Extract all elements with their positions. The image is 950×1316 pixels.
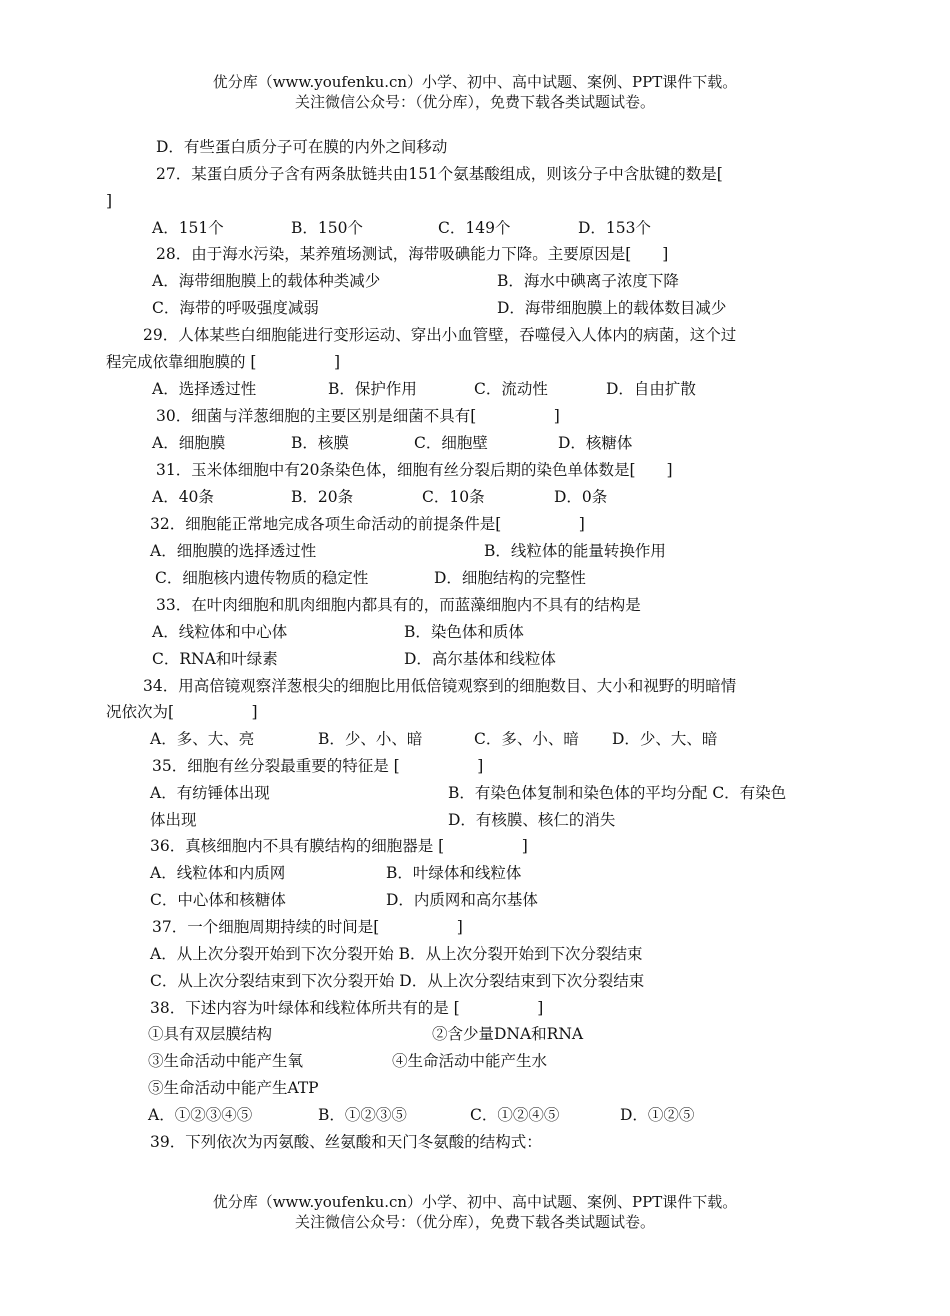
option-30a: A．细胞膜 — [152, 434, 226, 452]
option-38b: B．①②③⑤ — [318, 1106, 407, 1124]
question-34-cont: 况依次为[ ] — [106, 703, 258, 721]
question-29-cont: 程完成依靠细胞膜的 [ ] — [106, 353, 341, 371]
option-32b: B．线粒体的能量转换作用 — [484, 542, 666, 560]
option-33d: D．高尔基体和线粒体 — [404, 650, 556, 668]
option-36c: C．中心体和核糖体 — [150, 891, 286, 909]
option-29c: C．流动性 — [474, 380, 548, 398]
question-34: 34．用高倍镜观察洋葱根尖的细胞比用低倍镜观察到的细胞数目、大小和视野的明暗情 — [143, 677, 737, 695]
option-28b: B．海水中碘离子浓度下降 — [497, 272, 679, 290]
option-34c: C．多、小、暗 — [474, 730, 579, 748]
option-33b: B．染色体和质体 — [404, 623, 524, 641]
option-31c: C．10条 — [422, 488, 485, 506]
option-26d: D．有些蛋白质分子可在膜的内外之间移动 — [156, 138, 448, 156]
option-27c: C．149个 — [438, 219, 511, 237]
question-35: 35．细胞有丝分裂最重要的特征是 [ ] — [152, 757, 484, 775]
option-35c-cont: 体出现 — [150, 811, 197, 829]
option-38c: C．①②④⑤ — [470, 1106, 560, 1124]
options-37cd: C．从上次分裂结束到下次分裂开始 D．从上次分裂结束到下次分裂结束 — [150, 972, 645, 990]
option-28a: A．海带细胞膜上的载体种类减少 — [152, 272, 381, 290]
option-36a: A．线粒体和内质网 — [150, 864, 286, 882]
option-27b: B．150个 — [291, 219, 363, 237]
question-38: 38．下述内容为叶绿体和线粒体所共有的是 [ ] — [150, 999, 544, 1017]
footer-line-2: 关注微信公众号：（优分库），免费下载各类试题试卷。 — [294, 1213, 655, 1231]
option-38a: A．①②③④⑤ — [148, 1106, 253, 1124]
question-28: 28．由于海水污染，某养殖场测试，海带吸碘能力下降。主要原因是[ ] — [156, 245, 669, 263]
option-33a: A．线粒体和中心体 — [152, 623, 288, 641]
option-36b: B．叶绿体和线粒体 — [386, 864, 522, 882]
option-32a: A．细胞膜的选择透过性 — [150, 542, 317, 560]
option-29d: D．自由扩散 — [606, 380, 696, 398]
option-27d: D．153个 — [578, 219, 652, 237]
option-35b: B．有染色体复制和染色体的平均分配 C．有染色 — [448, 784, 787, 802]
statement-38-1: ①具有双层膜结构 — [148, 1025, 273, 1043]
question-29: 29．人体某些白细胞能进行变形运动、穿出小血管壁，吞噬侵入人体内的病菌，这个过 — [143, 326, 737, 344]
question-30: 30．细菌与洋葱细胞的主要区别是细菌不具有[ ] — [156, 407, 560, 425]
statement-38-2: ②含少量DNA和RNA — [432, 1025, 584, 1043]
option-30c: C．细胞壁 — [414, 434, 488, 452]
option-30d: D．核糖体 — [558, 434, 633, 452]
question-37: 37．一个细胞周期持续的时间是[ ] — [152, 918, 463, 936]
option-29b: B．保护作用 — [328, 380, 417, 398]
question-27-bracket: ] — [106, 192, 113, 210]
option-28c: C．海带的呼吸强度减弱 — [152, 299, 319, 317]
option-32d: D．细胞结构的完整性 — [434, 569, 586, 587]
option-35d: D．有核膜、核仁的消失 — [448, 811, 616, 829]
question-31: 31．玉米体细胞中有20条染色体，细胞有丝分裂后期的染色单体数是[ ] — [156, 461, 673, 479]
header-line-2: 关注微信公众号：（优分库），免费下载各类试题试卷。 — [294, 93, 655, 111]
option-31b: B．20条 — [291, 488, 354, 506]
header-line-1: 优分库（www.youfenku.cn）小学、初中、高中试题、案例、PPT课件下载。 — [212, 73, 738, 91]
question-33: 33．在叶肉细胞和肌肉细胞内都具有的，而蓝藻细胞内不具有的结构是 — [156, 596, 641, 614]
option-32c: C．细胞核内遗传物质的稳定性 — [155, 569, 369, 587]
option-31d: D．0条 — [554, 488, 608, 506]
option-31a: A．40条 — [152, 488, 214, 506]
statement-38-3: ③生命活动中能产生氧 — [148, 1052, 304, 1070]
option-34a: A．多、大、亮 — [150, 730, 255, 748]
option-33c: C．RNA和叶绿素 — [152, 650, 278, 668]
option-38d: D．①②⑤ — [620, 1106, 695, 1124]
question-39: 39．下列依次为丙氨酸、丝氨酸和天门冬氨酸的结构式： — [150, 1133, 542, 1151]
statement-38-4: ④生命活动中能产生水 — [392, 1052, 548, 1070]
question-32: 32．细胞能正常地完成各项生命活动的前提条件是[ ] — [150, 515, 585, 533]
question-27: 27．某蛋白质分子含有两条肽链共由151个氨基酸组成，则该分子中含肽键的数是[ — [156, 165, 723, 183]
question-36: 36．真核细胞内不具有膜结构的细胞器是 [ ] — [150, 837, 528, 855]
footer-line-1: 优分库（www.youfenku.cn）小学、初中、高中试题、案例、PPT课件下载。 — [212, 1193, 738, 1211]
option-34d: D．少、大、暗 — [612, 730, 718, 748]
statement-38-5: ⑤生命活动中能产生ATP — [148, 1079, 319, 1097]
option-30b: B．核膜 — [291, 434, 349, 452]
option-28d: D．海带细胞膜上的载体数目减少 — [497, 299, 727, 317]
option-36d: D．内质网和高尔基体 — [386, 891, 538, 909]
option-34b: B．少、小、暗 — [318, 730, 423, 748]
option-29a: A．选择透过性 — [152, 380, 257, 398]
option-27a: A．151个 — [152, 219, 224, 237]
options-37ab: A．从上次分裂开始到下次分裂开始 B．从上次分裂开始到下次分裂结束 — [150, 945, 643, 963]
option-35a: A．有纺锤体出现 — [150, 784, 270, 802]
